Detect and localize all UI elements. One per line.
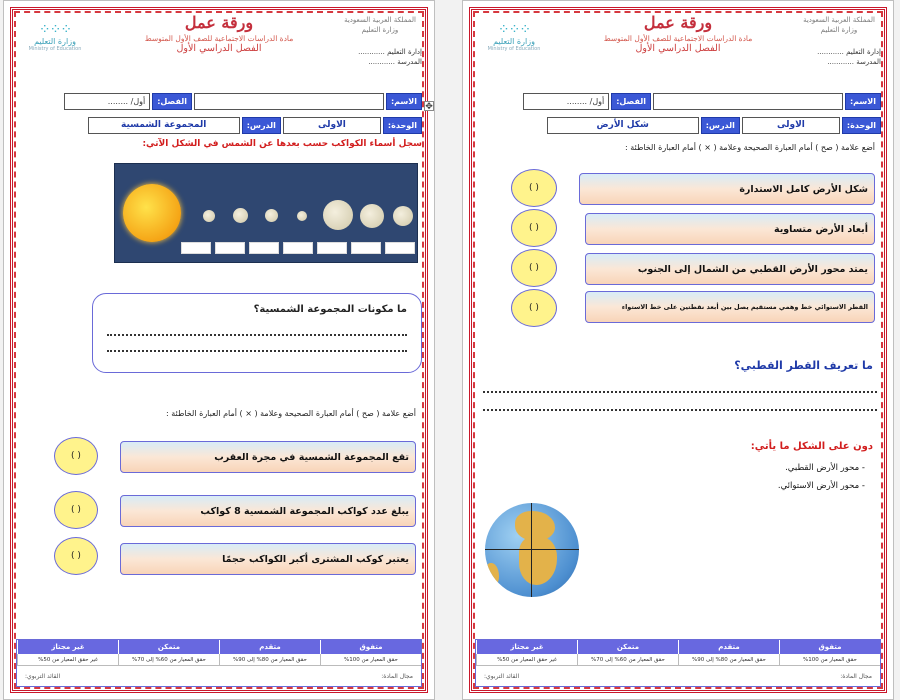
answer-oval[interactable]: ( )	[54, 437, 98, 475]
statement-4: القطر الاستوائي خط وهمي مستقيم يصل بين أبعد نقطتين على خط الاستواء	[585, 291, 875, 323]
equatorial-axis-line	[485, 549, 579, 550]
unit-label: الوحدة:	[842, 117, 881, 134]
polar-diameter-question: ما تعريف القطر القطبي؟	[734, 359, 873, 372]
lesson-label: الدرس:	[242, 117, 281, 134]
skill-label: مجال المادة:	[381, 672, 413, 680]
tf-instruction: أضع علامة ( صح ) أمام العبارة الصحيحة وعلامة ( × ) أمام العبارة الخاطئة :	[166, 409, 416, 418]
lesson-label: الدرس:	[701, 117, 740, 134]
class-field[interactable]: أول/ ........	[523, 93, 609, 110]
question-title: ما مكونات المجموعة الشمسية؟	[253, 304, 407, 315]
answer-slot[interactable]	[283, 242, 313, 254]
rubric-desc: حقق المعيار من 80% إلى 90%	[219, 654, 320, 666]
admin-block: إدارة التعليم ............ المدرسة ............	[817, 48, 881, 66]
planet-uranus	[393, 206, 413, 226]
admin-block: إدارة التعليم ............ المدرسة ............	[358, 48, 422, 66]
answer-slot[interactable]	[317, 242, 347, 254]
statement-3: يعتبر كوكب المشترى أكبر الكواكب حجمًا	[120, 543, 416, 575]
moe-logo-icon: ⁘⁘⁘	[38, 22, 72, 38]
rubric-level: متمكن	[118, 640, 219, 654]
name-row	[16, 93, 422, 111]
kingdom-logo: المملكة العربية السعودية وزارة التعليم	[344, 16, 416, 34]
question-box-components	[92, 293, 422, 373]
land-africa	[519, 537, 557, 585]
rubric-level: متفوق	[779, 640, 880, 654]
school-label: المدرسة	[856, 58, 881, 66]
class-label: الفصل:	[611, 93, 651, 110]
supervisor-label: القائد التربوي:	[484, 672, 520, 680]
name-label: الاسم:	[386, 93, 422, 110]
land-america	[485, 563, 499, 587]
rubric-desc: غير حقق المعيار من 50%	[476, 654, 577, 666]
unit-label: الوحدة:	[383, 117, 422, 134]
supervisor-label: القائد التربوي:	[25, 672, 61, 680]
answer-slot[interactable]	[181, 242, 211, 254]
sun-image	[123, 184, 181, 242]
polar-axis-line	[531, 503, 532, 597]
rubric-level: متقدم	[678, 640, 779, 654]
answer-oval[interactable]: ( )	[511, 249, 557, 287]
page-header	[475, 13, 881, 93]
answer-slot[interactable]	[249, 242, 279, 254]
subject-line: مادة الدراسات الاجتماعية للصف الأول المتوسط	[144, 34, 294, 43]
earth-globe-image[interactable]	[485, 503, 579, 597]
bullet-equatorial-axis: - محور الأرض الاستوائي.	[777, 481, 865, 491]
planet-earth	[265, 209, 278, 222]
statement-3: يمتد محور الأرض القطبي من الشمال إلى الجنوب	[585, 253, 875, 285]
rubric-desc: حقق المعيار من 80% إلى 90%	[678, 654, 779, 666]
planet-mercury	[203, 210, 215, 222]
rubric-table	[475, 639, 881, 687]
planets-instruction: سجل أسماء الكواكب حسب بعدها عن الشمس في الشكل الآتي:	[142, 139, 422, 149]
draw-instruction: دون على الشكل ما يأتي:	[750, 441, 873, 452]
statement-2: يبلغ عدد كواكب المجموعة الشمسية 8 كواكب	[120, 495, 416, 527]
unit-field[interactable]: الاولى	[742, 117, 840, 134]
name-label: الاسم:	[845, 93, 881, 110]
planet-saturn	[360, 204, 384, 228]
worksheet-title-block	[126, 13, 312, 54]
answer-slot[interactable]	[351, 242, 381, 254]
rubric-desc: حقق المعيار من 60% إلى 70%	[577, 654, 678, 666]
term-line: الفصل الدراسي الأول	[176, 43, 262, 54]
moe-logo-icon: ⁘⁘⁘	[497, 22, 531, 38]
moe-logo: ⁘⁘⁘ وزارة التعليم Ministry of Education	[16, 23, 94, 52]
admin-label: إدارة التعليم	[846, 48, 881, 56]
answer-line[interactable]	[107, 350, 407, 352]
answer-oval[interactable]: ( )	[511, 169, 557, 207]
worksheet-title-block	[585, 13, 771, 54]
planet-venus	[233, 208, 248, 223]
bullet-polar-axis: - محور الأرض القطبي.	[785, 463, 865, 473]
rubric-desc: حقق المعيار من 60% إلى 70%	[118, 654, 219, 666]
moe-logo: ⁘⁘⁘ وزارة التعليم Ministry of Education	[475, 23, 553, 52]
rubric-level: غير مجتاز	[17, 640, 118, 654]
rubric-desc: غير حقق المعيار من 50%	[17, 654, 118, 666]
worksheet-title: ورقة عمل	[643, 13, 713, 32]
name-field[interactable]	[194, 93, 384, 110]
answer-line[interactable]	[107, 334, 407, 336]
answer-line[interactable]	[483, 391, 877, 393]
name-field[interactable]	[653, 93, 843, 110]
rubric-level: متقدم	[219, 640, 320, 654]
answer-slot[interactable]	[385, 242, 415, 254]
move-handle-icon[interactable]: ✥	[425, 102, 433, 112]
unit-row	[16, 117, 422, 135]
unit-row	[475, 117, 881, 135]
page-solar-system	[3, 0, 435, 700]
statement-2: أبعاد الأرض متساوية	[585, 213, 875, 245]
page-earth-shape	[462, 0, 894, 700]
class-field[interactable]: أول/ ........	[64, 93, 150, 110]
statement-1: تقع المجموعة الشمسية في مجرة العقرب	[120, 441, 416, 473]
term-line: الفصل الدراسي الأول	[635, 43, 721, 54]
planet-mars	[297, 211, 307, 221]
lesson-field[interactable]: المجموعة الشمسية	[88, 117, 240, 134]
rubric-level: غير مجتاز	[476, 640, 577, 654]
answer-oval[interactable]: ( )	[511, 209, 557, 247]
school-label: المدرسة	[397, 58, 422, 66]
worksheet-title: ورقة عمل	[184, 13, 254, 32]
answer-slot[interactable]	[215, 242, 245, 254]
solar-system-figure	[114, 163, 418, 263]
rubric-desc: حقق المعيار من 100%	[779, 654, 880, 666]
answer-oval[interactable]: ( )	[54, 491, 98, 529]
answer-oval[interactable]: ( )	[511, 289, 557, 327]
answer-oval[interactable]: ( )	[54, 537, 98, 575]
rubric-table	[16, 639, 422, 687]
subject-line: مادة الدراسات الاجتماعية للصف الأول المتوسط	[603, 34, 753, 43]
planet-jupiter	[323, 200, 353, 230]
answer-line[interactable]	[483, 409, 877, 411]
name-row	[475, 93, 881, 111]
unit-field[interactable]: الاولى	[283, 117, 381, 134]
kingdom-logo: المملكة العربية السعودية وزارة التعليم	[803, 16, 875, 34]
rubric-level: متمكن	[577, 640, 678, 654]
tf-instruction: أضع علامة ( صح ) أمام العبارة الصحيحة وعلامة ( × ) أمام العبارة الخاطئة :	[625, 143, 875, 152]
rubric-desc: حقق المعيار من 100%	[320, 654, 421, 666]
admin-label: إدارة التعليم	[387, 48, 422, 56]
statement-1: شكل الأرض كامل الاستدارة	[579, 173, 875, 205]
class-label: الفصل:	[152, 93, 192, 110]
rubric-level: متفوق	[320, 640, 421, 654]
skill-label: مجال المادة:	[840, 672, 872, 680]
page-header	[16, 13, 422, 93]
lesson-field[interactable]: شكل الأرض	[547, 117, 699, 134]
